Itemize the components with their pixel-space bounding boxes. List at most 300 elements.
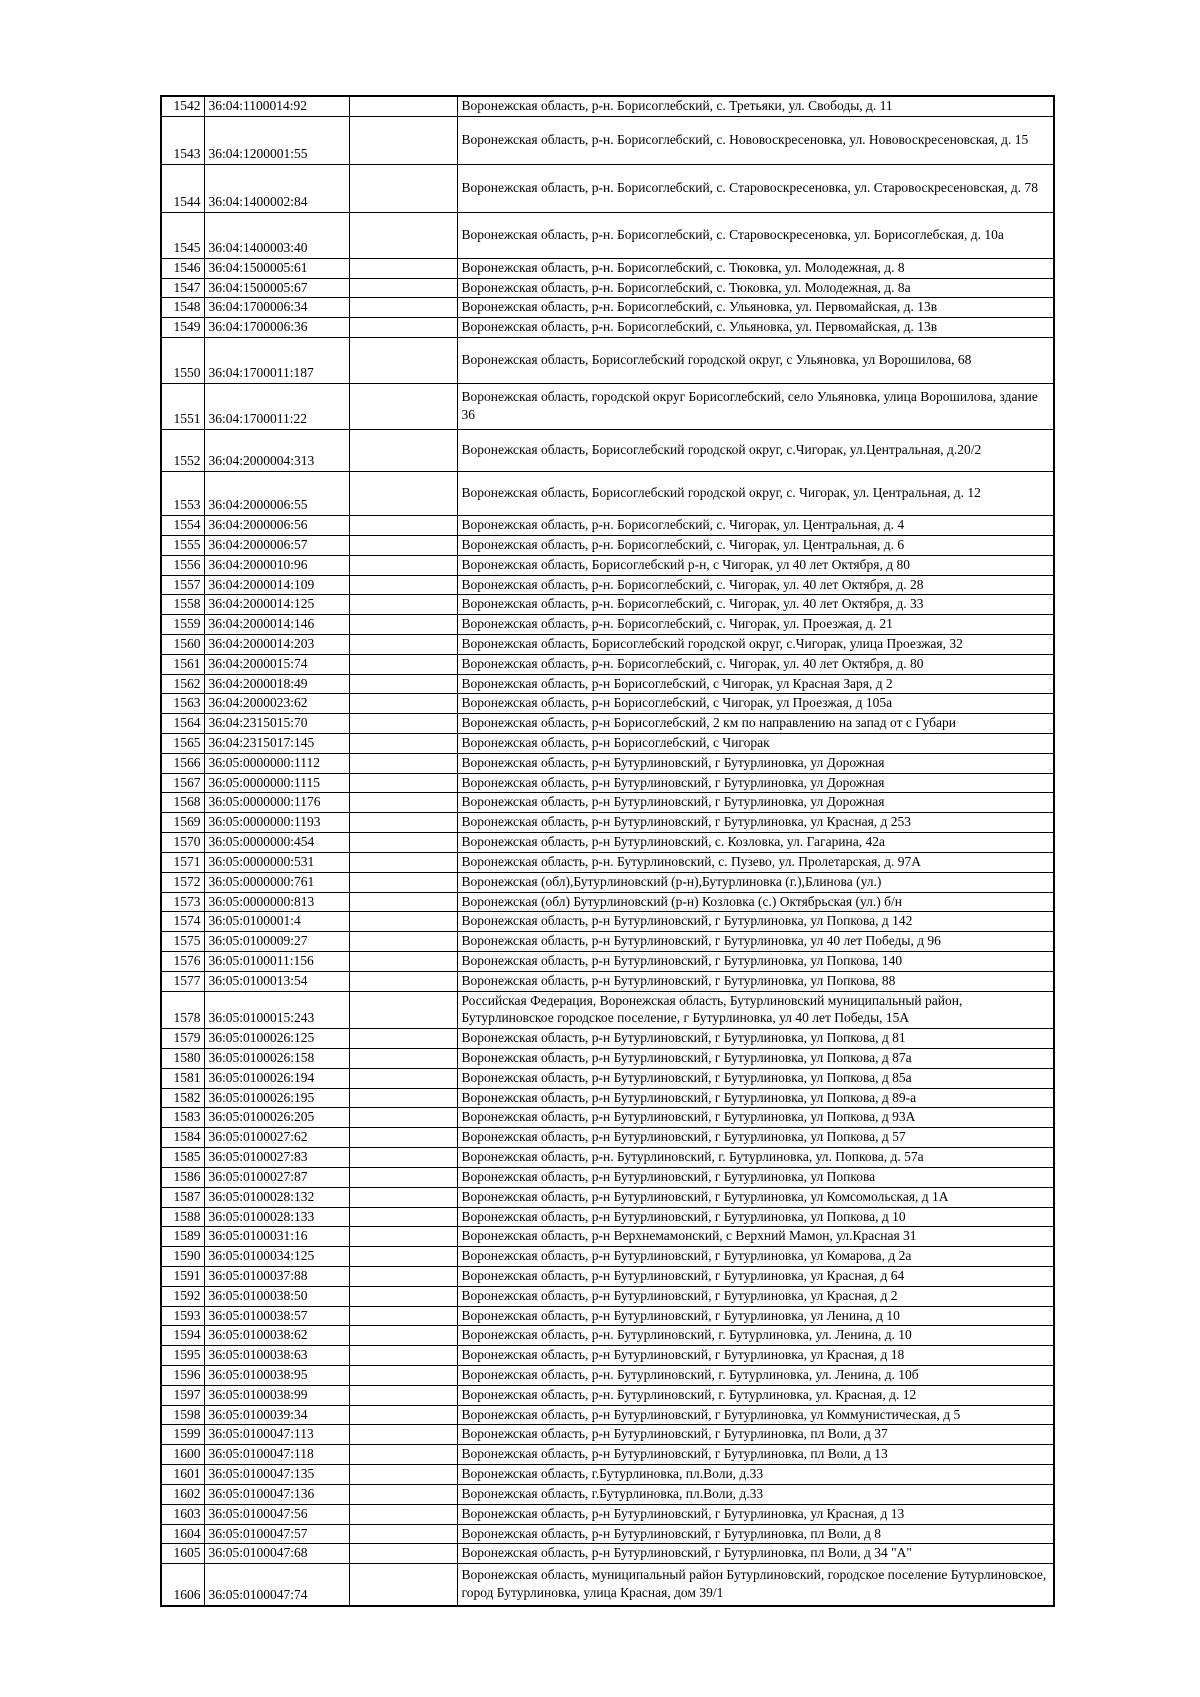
row-number-cell: 1585: [161, 1148, 204, 1168]
empty-cell: [349, 575, 457, 595]
empty-cell: [349, 951, 457, 971]
address-cell: Воронежская область, р-н Бутурлиновский, г Бутурлиновка, ул Попкова: [457, 1167, 1054, 1187]
cadastral-number-cell: 36:04:2000006:56: [204, 516, 349, 536]
table-row: [161, 793, 1054, 813]
empty-cell: [349, 1108, 457, 1128]
cadastral-number-cell: 36:05:0100027:62: [204, 1128, 349, 1148]
empty-cell: [349, 1167, 457, 1187]
cadastral-number-cell: 36:05:0100026:205: [204, 1108, 349, 1128]
address-cell: Воронежская область, р-н Бутурлиновский, г Бутурлиновка, ул 40 лет Победы, д 96: [457, 932, 1054, 952]
empty-cell: [349, 1465, 457, 1485]
empty-cell: [349, 1484, 457, 1504]
table-row: [161, 833, 1054, 853]
row-number-cell: 1565: [161, 734, 204, 754]
row-number-cell: 1595: [161, 1346, 204, 1366]
row-number-cell: 1590: [161, 1247, 204, 1267]
empty-cell: [349, 1564, 457, 1606]
address-cell: Воронежская область, р-н Бутурлиновский, г Бутурлиновка, ул Красная, д 64: [457, 1266, 1054, 1286]
empty-cell: [349, 164, 457, 212]
empty-cell: [349, 1306, 457, 1326]
address-cell: Воронежская область, р-н Бутурлиновский, г Бутурлиновка, ул Попкова, д 142: [457, 912, 1054, 932]
cadastral-number-cell: 36:05:0100013:54: [204, 971, 349, 991]
cadastral-number-cell: 36:05:0100039:34: [204, 1405, 349, 1425]
row-number-cell: 1566: [161, 753, 204, 773]
address-cell: Воронежская область, р-н Бутурлиновский, г Бутурлиновка, ул Красная, д 253: [457, 813, 1054, 833]
cadastral-number-cell: 36:05:0100038:99: [204, 1385, 349, 1405]
table-row: [161, 430, 1054, 472]
cadastral-number-cell: 36:05:0100037:88: [204, 1266, 349, 1286]
table-row: [161, 1029, 1054, 1049]
cadastral-number-cell: 36:04:2000018:49: [204, 674, 349, 694]
address-cell: Воронежская область, р-н. Борисоглебский, с. Третьяки, ул. Свободы, д. 11: [457, 96, 1054, 116]
table-row: [161, 674, 1054, 694]
table-row: [161, 932, 1054, 952]
cadastral-number-cell: 36:05:0100034:125: [204, 1247, 349, 1267]
address-cell: Воронежская область, р-н. Бутурлиновский, с. Пузево, ул. Пролетарская, д. 97А: [457, 852, 1054, 872]
cadastral-number-cell: 36:05:0100047:56: [204, 1504, 349, 1524]
table-row: [161, 1425, 1054, 1445]
cadastral-number-cell: 36:05:0100011:156: [204, 951, 349, 971]
row-number-cell: 1589: [161, 1227, 204, 1247]
cadastral-number-cell: 36:05:0100047:113: [204, 1425, 349, 1445]
address-cell: Воронежская область, р-н Бутурлиновский, г Бутурлиновка, ул Дорожная: [457, 753, 1054, 773]
cadastral-number-cell: 36:05:0100047:118: [204, 1445, 349, 1465]
empty-cell: [349, 714, 457, 734]
cadastral-number-cell: 36:04:2000014:125: [204, 595, 349, 615]
empty-cell: [349, 1425, 457, 1445]
cadastral-number-cell: 36:05:0100038:95: [204, 1366, 349, 1386]
table-row: [161, 753, 1054, 773]
address-cell: Воронежская область, р-н Бутурлиновский, г Бутурлиновка, ул Дорожная: [457, 773, 1054, 793]
empty-cell: [349, 1247, 457, 1267]
row-number-cell: 1600: [161, 1445, 204, 1465]
empty-cell: [349, 1326, 457, 1346]
row-number-cell: 1555: [161, 535, 204, 555]
table-row: [161, 951, 1054, 971]
empty-cell: [349, 318, 457, 338]
row-number-cell: 1579: [161, 1029, 204, 1049]
empty-cell: [349, 298, 457, 318]
empty-cell: [349, 734, 457, 754]
address-cell: Воронежская область, р-н Борисоглебский, 2 км по направлению на запад от с Губари: [457, 714, 1054, 734]
empty-cell: [349, 1504, 457, 1524]
address-cell: Воронежская область, р-н. Борисоглебский, с. Ульяновка, ул. Первомайская, д. 13в: [457, 318, 1054, 338]
empty-cell: [349, 1227, 457, 1247]
empty-cell: [349, 1049, 457, 1069]
row-number-cell: 1563: [161, 694, 204, 714]
row-number-cell: 1568: [161, 793, 204, 813]
empty-cell: [349, 753, 457, 773]
empty-cell: [349, 212, 457, 258]
address-cell: Воронежская область, р-н. Борисоглебский, с. Ульяновка, ул. Первомайская, д. 13в: [457, 298, 1054, 318]
row-number-cell: 1546: [161, 258, 204, 278]
address-cell: Воронежская область, р-н Бутурлиновский, г Бутурлиновка, ул Красная, д 13: [457, 1504, 1054, 1524]
cadastral-number-cell: 36:05:0000000:761: [204, 872, 349, 892]
address-cell: Воронежская область, р-н. Борисоглебский, с. Старовоскресеновка, ул. Борисоглебская, д. 10а: [457, 212, 1054, 258]
table-row: [161, 872, 1054, 892]
cadastral-registry-table: [160, 95, 1055, 1607]
empty-cell: [349, 1445, 457, 1465]
empty-cell: [349, 516, 457, 536]
row-number-cell: 1578: [161, 991, 204, 1029]
cadastral-number-cell: 36:04:1200001:55: [204, 116, 349, 164]
cadastral-number-cell: 36:04:1500005:61: [204, 258, 349, 278]
row-number-cell: 1573: [161, 892, 204, 912]
table-row: [161, 654, 1054, 674]
cadastral-number-cell: 36:05:0000000:1112: [204, 753, 349, 773]
table-row: [161, 1504, 1054, 1524]
cadastral-number-cell: 36:04:2000014:109: [204, 575, 349, 595]
cadastral-number-cell: 36:04:2000006:57: [204, 535, 349, 555]
table-row: [161, 1405, 1054, 1425]
empty-cell: [349, 430, 457, 472]
empty-cell: [349, 1128, 457, 1148]
row-number-cell: 1544: [161, 164, 204, 212]
cadastral-number-cell: 36:05:0100028:132: [204, 1187, 349, 1207]
cadastral-number-cell: 36:05:0100001:4: [204, 912, 349, 932]
table-row: [161, 734, 1054, 754]
cadastral-number-cell: 36:05:0100038:62: [204, 1326, 349, 1346]
row-number-cell: 1550: [161, 338, 204, 384]
empty-cell: [349, 1286, 457, 1306]
row-number-cell: 1580: [161, 1049, 204, 1069]
row-number-cell: 1553: [161, 472, 204, 516]
row-number-cell: 1596: [161, 1366, 204, 1386]
empty-cell: [349, 1385, 457, 1405]
table-row: [161, 1128, 1054, 1148]
row-number-cell: 1542: [161, 96, 204, 116]
row-number-cell: 1562: [161, 674, 204, 694]
address-cell: Воронежская область, городской округ Борисоглебский, село Ульяновка, улица Ворошилова, здание 36: [457, 384, 1054, 430]
cadastral-number-cell: 36:05:0100038:50: [204, 1286, 349, 1306]
table-row: [161, 1286, 1054, 1306]
table-row: [161, 1187, 1054, 1207]
cadastral-number-cell: 36:04:1400002:84: [204, 164, 349, 212]
cadastral-number-cell: 36:05:0100038:63: [204, 1346, 349, 1366]
row-number-cell: 1604: [161, 1524, 204, 1544]
table-row: [161, 1465, 1054, 1485]
empty-cell: [349, 833, 457, 853]
address-cell: Воронежская область, р-н Бутурлиновский, г Бутурлиновка, ул Попкова, д 87а: [457, 1049, 1054, 1069]
address-cell: Воронежская область, Борисоглебский городской округ, с.Чигорак, улица Проезжая, 32: [457, 634, 1054, 654]
empty-cell: [349, 615, 457, 635]
row-number-cell: 1582: [161, 1088, 204, 1108]
address-cell: Воронежская область, р-н Бутурлиновский, г Бутурлиновка, ул Попкова, д 10: [457, 1207, 1054, 1227]
table-row: [161, 555, 1054, 575]
address-cell: Воронежская область, р-н. Борисоглебский, с. Чигорак, ул. Центральная, д. 4: [457, 516, 1054, 536]
address-cell: Воронежская (обл) Бутурлиновский (р-н) Козловка (с.) Октябрьская (ул.) б/н: [457, 892, 1054, 912]
cadastral-number-cell: 36:05:0100031:16: [204, 1227, 349, 1247]
empty-cell: [349, 793, 457, 813]
table-row: [161, 535, 1054, 555]
table-row: [161, 991, 1054, 1029]
cadastral-number-cell: 36:04:2000006:55: [204, 472, 349, 516]
cadastral-number-cell: 36:05:0100026:158: [204, 1049, 349, 1069]
address-cell: Воронежская область, р-н Бутурлиновский, г Бутурлиновка, ул Попкова, 140: [457, 951, 1054, 971]
row-number-cell: 1557: [161, 575, 204, 595]
table-row: [161, 1068, 1054, 1088]
cadastral-number-cell: 36:04:1700011:22: [204, 384, 349, 430]
table-row: [161, 1266, 1054, 1286]
cadastral-number-cell: 36:05:0000000:813: [204, 892, 349, 912]
cadastral-number-cell: 36:04:1700011:187: [204, 338, 349, 384]
row-number-cell: 1576: [161, 951, 204, 971]
table-row: [161, 575, 1054, 595]
cadastral-number-cell: 36:05:0000000:454: [204, 833, 349, 853]
empty-cell: [349, 1524, 457, 1544]
row-number-cell: 1545: [161, 212, 204, 258]
empty-cell: [349, 991, 457, 1029]
table-row: [161, 892, 1054, 912]
table-row: [161, 298, 1054, 318]
cadastral-number-cell: 36:04:1700006:36: [204, 318, 349, 338]
table-row: [161, 1544, 1054, 1564]
row-number-cell: 1571: [161, 852, 204, 872]
address-cell: Воронежская область, р-н Бутурлиновский, г Бутурлиновка, пл Воли, д 8: [457, 1524, 1054, 1544]
address-cell: Российская Федерация, Воронежская область, Бутурлиновский муниципальный район, Бутурлиновское городское поселение, г Бутурлиновка, ул 40 лет Победы, 15А: [457, 991, 1054, 1029]
cadastral-number-cell: 36:05:0100047:68: [204, 1544, 349, 1564]
cadastral-number-cell: 36:04:2000023:62: [204, 694, 349, 714]
cadastral-number-cell: 36:04:2315017:145: [204, 734, 349, 754]
address-cell: Воронежская область, р-н Бутурлиновский, г Бутурлиновка, ул Комсомольская, д 1А: [457, 1187, 1054, 1207]
empty-cell: [349, 971, 457, 991]
table-row: [161, 773, 1054, 793]
row-number-cell: 1593: [161, 1306, 204, 1326]
cadastral-number-cell: 36:05:0100047:136: [204, 1484, 349, 1504]
row-number-cell: 1603: [161, 1504, 204, 1524]
cadastral-number-cell: 36:04:2000004:313: [204, 430, 349, 472]
table-row: [161, 1148, 1054, 1168]
address-cell: Воронежская область, р-н Бутурлиновский, г Бутурлиновка, ул Попкова, д 81: [457, 1029, 1054, 1049]
row-number-cell: 1567: [161, 773, 204, 793]
cadastral-number-cell: 36:04:1700006:34: [204, 298, 349, 318]
row-number-cell: 1587: [161, 1187, 204, 1207]
table-row: [161, 164, 1054, 212]
empty-cell: [349, 634, 457, 654]
empty-cell: [349, 1207, 457, 1227]
table-row: [161, 852, 1054, 872]
table-row: [161, 634, 1054, 654]
table-row: [161, 1385, 1054, 1405]
table-row: [161, 1247, 1054, 1267]
empty-cell: [349, 674, 457, 694]
table-row: [161, 384, 1054, 430]
table-row: [161, 1484, 1054, 1504]
address-cell: Воронежская область, р-н Бутурлиновский, с. Козловка, ул. Гагарина, 42а: [457, 833, 1054, 853]
table-row: [161, 212, 1054, 258]
row-number-cell: 1577: [161, 971, 204, 991]
address-cell: Воронежская область, р-н Бутурлиновский, г Бутурлиновка, ул Попкова, д 57: [457, 1128, 1054, 1148]
empty-cell: [349, 472, 457, 516]
row-number-cell: 1564: [161, 714, 204, 734]
cadastral-number-cell: 36:05:0000000:531: [204, 852, 349, 872]
empty-cell: [349, 1366, 457, 1386]
table-row: [161, 912, 1054, 932]
row-number-cell: 1547: [161, 278, 204, 298]
row-number-cell: 1559: [161, 615, 204, 635]
cadastral-number-cell: 36:05:0100027:83: [204, 1148, 349, 1168]
address-cell: Воронежская область, р-н Бутурлиновский, г Бутурлиновка, ул Комарова, д 2а: [457, 1247, 1054, 1267]
address-cell: Воронежская область, р-н Бутурлиновский, г Бутурлиновка, ул Красная, д 18: [457, 1346, 1054, 1366]
empty-cell: [349, 654, 457, 674]
address-cell: Воронежская область, р-н Верхнемамонский, с Верхний Мамон, ул.Красная 31: [457, 1227, 1054, 1247]
row-number-cell: 1552: [161, 430, 204, 472]
cadastral-number-cell: 36:04:2000014:146: [204, 615, 349, 635]
empty-cell: [349, 1029, 457, 1049]
empty-cell: [349, 278, 457, 298]
table-row: [161, 258, 1054, 278]
row-number-cell: 1569: [161, 813, 204, 833]
table-row: [161, 1445, 1054, 1465]
address-cell: Воронежская область, р-н Бутурлиновский, г Бутурлиновка, ул Попкова, д 85а: [457, 1068, 1054, 1088]
row-number-cell: 1561: [161, 654, 204, 674]
cadastral-number-cell: 36:04:2000010:96: [204, 555, 349, 575]
row-number-cell: 1548: [161, 298, 204, 318]
address-cell: Воронежская область, р-н. Борисоглебский, с. Чигорак, ул. Проезжая, д. 21: [457, 615, 1054, 635]
row-number-cell: 1592: [161, 1286, 204, 1306]
cadastral-number-cell: 36:05:0100026:195: [204, 1088, 349, 1108]
registry-table-body: [161, 96, 1054, 1606]
table-row: [161, 116, 1054, 164]
empty-cell: [349, 773, 457, 793]
empty-cell: [349, 116, 457, 164]
table-row: [161, 1306, 1054, 1326]
address-cell: Воронежская область, Борисоглебский городской округ, с.Чигорак, ул.Центральная, д.20/2: [457, 430, 1054, 472]
table-row: [161, 1326, 1054, 1346]
table-row: [161, 1207, 1054, 1227]
table-row: [161, 971, 1054, 991]
row-number-cell: 1602: [161, 1484, 204, 1504]
table-row: [161, 96, 1054, 116]
address-cell: Воронежская (обл),Бутурлиновский (р-н),Бутурлиновка (г.),Блинова (ул.): [457, 872, 1054, 892]
row-number-cell: 1549: [161, 318, 204, 338]
address-cell: Воронежская область, р-н. Борисоглебский, с. Старовоскресеновка, ул. Старовоскресеновская, д. 78: [457, 164, 1054, 212]
empty-cell: [349, 813, 457, 833]
empty-cell: [349, 1088, 457, 1108]
row-number-cell: 1597: [161, 1385, 204, 1405]
empty-cell: [349, 595, 457, 615]
address-cell: Воронежская область, р-н Бутурлиновский, г Бутурлиновка, ул Ленина, д 10: [457, 1306, 1054, 1326]
row-number-cell: 1605: [161, 1544, 204, 1564]
address-cell: Воронежская область, р-н Бутурлиновский, г Бутурлиновка, ул Дорожная: [457, 793, 1054, 813]
empty-cell: [349, 384, 457, 430]
cadastral-number-cell: 36:05:0000000:1115: [204, 773, 349, 793]
row-number-cell: 1572: [161, 872, 204, 892]
address-cell: Воронежская область, Борисоглебский городской округ, с Ульяновка, ул Ворошилова, 68: [457, 338, 1054, 384]
address-cell: Воронежская область, р-н Бутурлиновский, г Бутурлиновка, ул Попкова, д 89-а: [457, 1088, 1054, 1108]
row-number-cell: 1554: [161, 516, 204, 536]
empty-cell: [349, 892, 457, 912]
row-number-cell: 1560: [161, 634, 204, 654]
table-row: [161, 278, 1054, 298]
address-cell: Воронежская область, р-н Бутурлиновский, г Бутурлиновка, ул Попкова, 88: [457, 971, 1054, 991]
row-number-cell: 1574: [161, 912, 204, 932]
address-cell: Воронежская область, р-н Бутурлиновский, г Бутурлиновка, пл Воли, д 37: [457, 1425, 1054, 1445]
table-row: [161, 472, 1054, 516]
row-number-cell: 1588: [161, 1207, 204, 1227]
empty-cell: [349, 694, 457, 714]
empty-cell: [349, 1187, 457, 1207]
address-cell: Воронежская область, р-н Борисоглебский, с Чигорак, ул Красная Заря, д 2: [457, 674, 1054, 694]
table-row: [161, 1108, 1054, 1128]
empty-cell: [349, 872, 457, 892]
table-row: [161, 813, 1054, 833]
cadastral-number-cell: 36:05:0000000:1176: [204, 793, 349, 813]
empty-cell: [349, 1148, 457, 1168]
cadastral-number-cell: 36:04:1100014:92: [204, 96, 349, 116]
cadastral-number-cell: 36:05:0100026:194: [204, 1068, 349, 1088]
table-row: [161, 694, 1054, 714]
empty-cell: [349, 852, 457, 872]
address-cell: Воронежская область, р-н. Бутурлиновский, г. Бутурлиновка, ул. Красная, д. 12: [457, 1385, 1054, 1405]
empty-cell: [349, 258, 457, 278]
address-cell: Воронежская область, р-н Бутурлиновский, г Бутурлиновка, пл Воли, д 13: [457, 1445, 1054, 1465]
address-cell: Воронежская область, р-н. Борисоглебский, с. Тюковка, ул. Молодежная, д. 8: [457, 258, 1054, 278]
address-cell: Воронежская область, р-н. Борисоглебский, с. Чигорак, ул. Центральная, д. 6: [457, 535, 1054, 555]
row-number-cell: 1598: [161, 1405, 204, 1425]
table-row: [161, 338, 1054, 384]
table-row: [161, 1366, 1054, 1386]
address-cell: Воронежская область, р-н. Борисоглебский, с. Чигорак, ул. 40 лет Октября, д. 28: [457, 575, 1054, 595]
cadastral-number-cell: 36:05:0100038:57: [204, 1306, 349, 1326]
row-number-cell: 1551: [161, 384, 204, 430]
row-number-cell: 1599: [161, 1425, 204, 1445]
empty-cell: [349, 338, 457, 384]
table-row: [161, 1564, 1054, 1606]
cadastral-number-cell: 36:04:2000015:74: [204, 654, 349, 674]
row-number-cell: 1594: [161, 1326, 204, 1346]
address-cell: Воронежская область, р-н Бутурлиновский, г Бутурлиновка, ул Коммунистическая, д 5: [457, 1405, 1054, 1425]
row-number-cell: 1591: [161, 1266, 204, 1286]
empty-cell: [349, 912, 457, 932]
row-number-cell: 1543: [161, 116, 204, 164]
table-row: [161, 1088, 1054, 1108]
row-number-cell: 1570: [161, 833, 204, 853]
address-cell: Воронежская область, р-н. Борисоглебский, с. Чигорак, ул. 40 лет Октября, д. 80: [457, 654, 1054, 674]
row-number-cell: 1586: [161, 1167, 204, 1187]
address-cell: Воронежская область, р-н Борисоглебский, с Чигорак: [457, 734, 1054, 754]
address-cell: Воронежская область, муниципальный район Бутурлиновский, городское поселение Бутурлиновское, город Бутурлиновка, улица Красная, дом 39/1: [457, 1564, 1054, 1606]
empty-cell: [349, 1346, 457, 1366]
row-number-cell: 1601: [161, 1465, 204, 1485]
cadastral-number-cell: 36:05:0100009:27: [204, 932, 349, 952]
empty-cell: [349, 1266, 457, 1286]
empty-cell: [349, 1068, 457, 1088]
cadastral-number-cell: 36:04:2000014:203: [204, 634, 349, 654]
address-cell: Воронежская область, р-н Бутурлиновский, г Бутурлиновка, ул Красная, д 2: [457, 1286, 1054, 1306]
address-cell: Воронежская область, р-н. Борисоглебский, с. Чигорак, ул. 40 лет Октября, д. 33: [457, 595, 1054, 615]
address-cell: Воронежская область, р-н. Борисоглебский, с. Нововоскресеновка, ул. Нововоскресеновская, д. 15: [457, 116, 1054, 164]
address-cell: Воронежская область, Борисоглебский р-н, с Чигорак, ул 40 лет Октября, д 80: [457, 555, 1054, 575]
table-row: [161, 318, 1054, 338]
cadastral-number-cell: 36:05:0100028:133: [204, 1207, 349, 1227]
row-number-cell: 1583: [161, 1108, 204, 1128]
table-row: [161, 516, 1054, 536]
table-row: [161, 1346, 1054, 1366]
cadastral-number-cell: 36:05:0100026:125: [204, 1029, 349, 1049]
address-cell: Воронежская область, р-н. Борисоглебский, с. Тюковка, ул. Молодежная, д. 8а: [457, 278, 1054, 298]
address-cell: Воронежская область, р-н. Бутурлиновский, г. Бутурлиновка, ул. Попкова, д. 57а: [457, 1148, 1054, 1168]
address-cell: Воронежская область, р-н Бутурлиновский, г Бутурлиновка, ул Попкова, д 93А: [457, 1108, 1054, 1128]
empty-cell: [349, 932, 457, 952]
row-number-cell: 1606: [161, 1564, 204, 1606]
table-row: [161, 1167, 1054, 1187]
cadastral-number-cell: 36:04:1500005:67: [204, 278, 349, 298]
empty-cell: [349, 555, 457, 575]
cadastral-number-cell: 36:05:0100047:135: [204, 1465, 349, 1485]
cadastral-number-cell: 36:05:0100015:243: [204, 991, 349, 1029]
cadastral-number-cell: 36:05:0000000:1193: [204, 813, 349, 833]
